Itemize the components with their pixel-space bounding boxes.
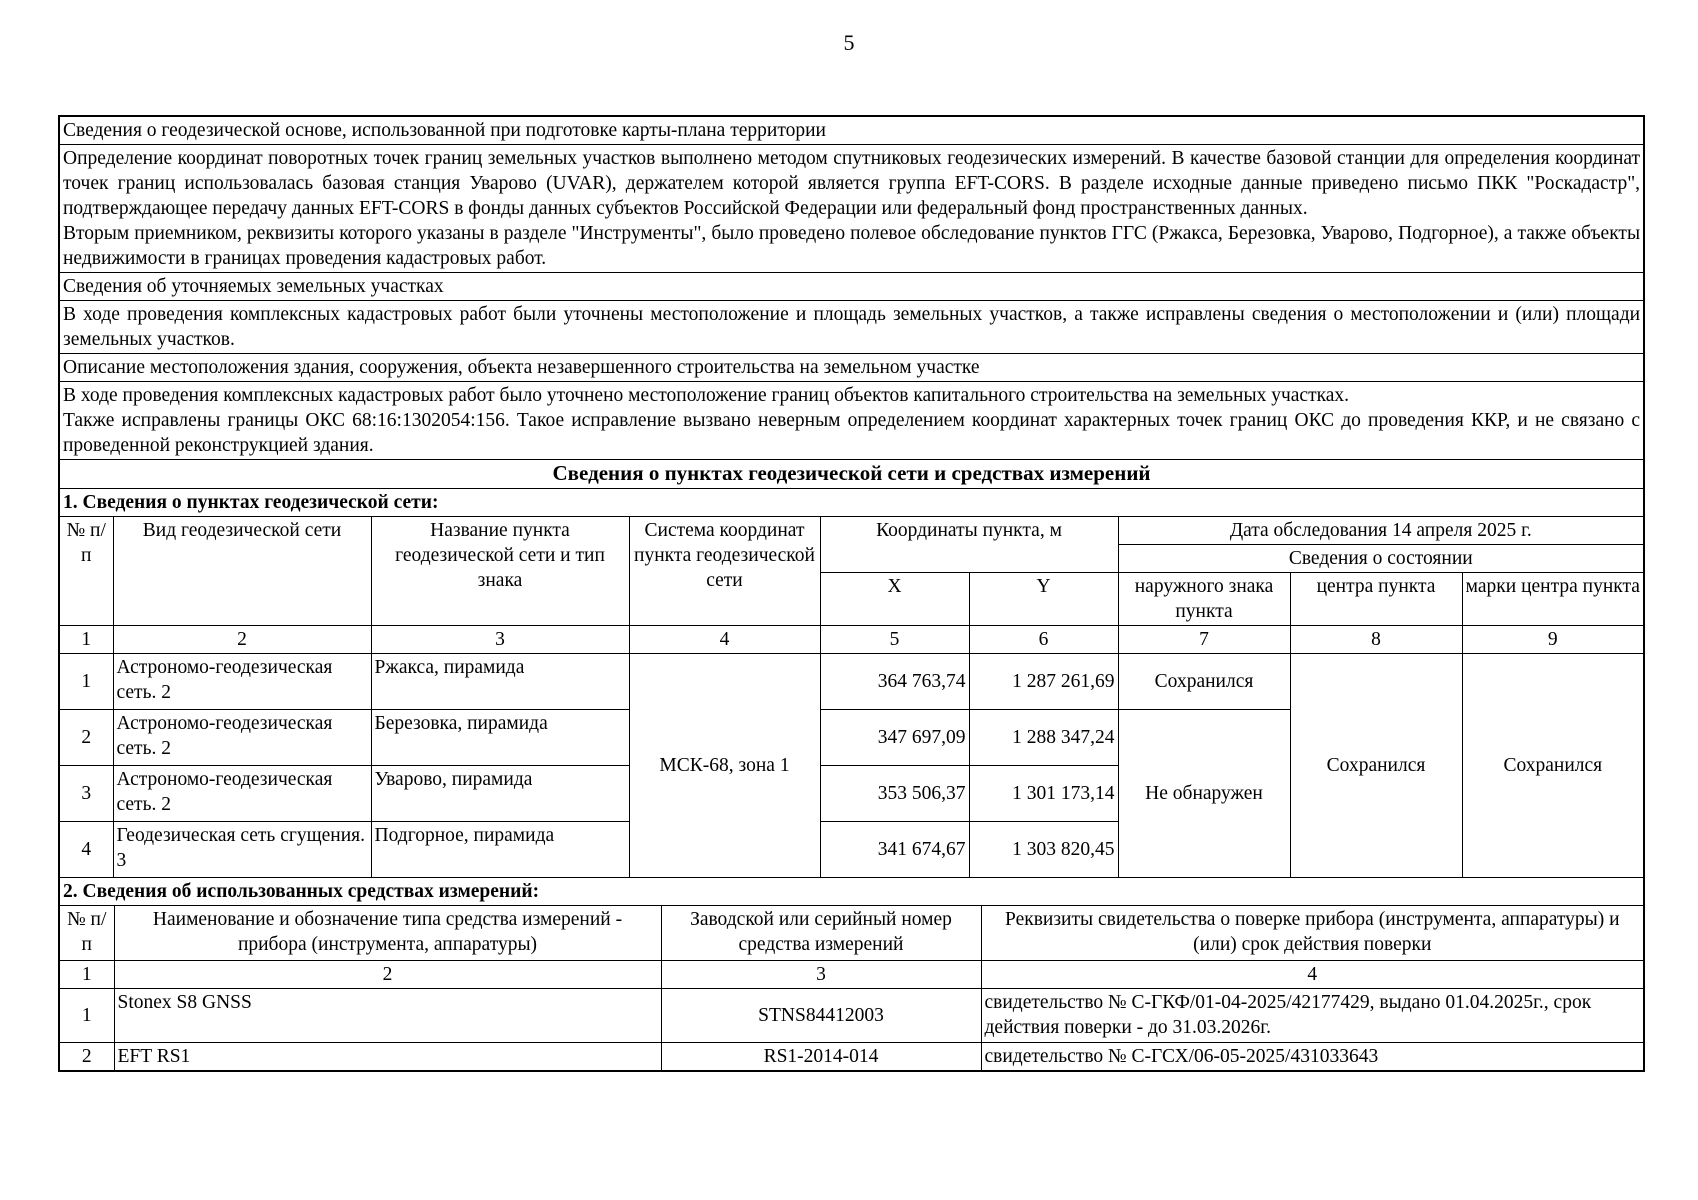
row-network-type: Геодезическая сеть сгущения. 3 <box>113 822 371 878</box>
row-point-name: Ржакса, пирамида <box>371 654 629 710</box>
instrument-num: 1 <box>60 988 114 1042</box>
column-number: 2 <box>114 960 661 988</box>
instruments-header-certificate: Реквизиты свидетельства о поверке прибора (инструмента, аппаратуры) и (или) срок действия поверки <box>981 906 1643 960</box>
geodetic-basis-heading: Сведения о геодезической основе, использованной при подготовке карты-плана территории <box>59 116 1644 145</box>
column-number: 2 <box>113 626 371 654</box>
table-row <box>59 654 1644 710</box>
header-center: центра пункта <box>1290 573 1462 626</box>
row-y: 1 301 173,14 <box>969 766 1118 822</box>
column-number: 3 <box>371 626 629 654</box>
row-network-type: Астрономо-геодезическая сеть. 2 <box>113 654 371 710</box>
column-number: 5 <box>820 626 969 654</box>
column-number: 1 <box>59 626 113 654</box>
header-num: № п/п <box>59 517 113 626</box>
header-survey-date: Дата обследования 14 апреля 2025 г. <box>1118 517 1644 545</box>
row-num: 2 <box>59 710 113 766</box>
column-number: 6 <box>969 626 1118 654</box>
building-location-text <box>59 382 1644 460</box>
row-coord-system: МСК-68, зона 1 <box>629 654 820 878</box>
row-num: 1 <box>59 654 113 710</box>
table-row <box>60 1042 1643 1070</box>
column-number: 3 <box>661 960 981 988</box>
instrument-certificate: свидетельство № С-ГКФ/01-04-2025/42177429, выдано 01.04.2025г., срок действия поверки - до 31.03.2026г. <box>981 988 1643 1042</box>
geodetic-basis-paragraph: Вторым приемником, реквизиты которого указаны в разделе "Инструменты", было проведено полевое обследование пунктов ГГС (Ржакса, Березовка, Уварово, Подгорное), а также объекты недвижимости в границах проведения кадастровых работ. <box>63 223 1641 269</box>
network-points-heading: 1. Сведения о пунктах геодезической сети: <box>59 489 1644 517</box>
row-outer-sign: Сохранился <box>1118 654 1290 710</box>
row-x: 353 506,37 <box>820 766 969 822</box>
row-network-type: Астрономо-геодезическая сеть. 2 <box>113 766 371 822</box>
row-center-state: Сохранился <box>1290 654 1462 878</box>
instruments-header-name: Наименование и обозначение типа средства измерений - прибора (инструмента, аппаратуры) <box>114 906 661 960</box>
column-number: 4 <box>981 960 1643 988</box>
column-number: 7 <box>1118 626 1290 654</box>
row-y: 1 303 820,45 <box>969 822 1118 878</box>
row-x: 364 763,74 <box>820 654 969 710</box>
instrument-certificate: свидетельство № С-ГСХ/06-05-2025/431033643 <box>981 1042 1643 1070</box>
refined-parcels-text: В ходе проведения комплексных кадастровых работ были уточнены местоположение и площадь земельных участков, а также исправлены сведения о местоположении и (или) площади земельных участков. <box>59 301 1644 354</box>
instrument-serial: RS1-2014-014 <box>661 1042 981 1070</box>
row-point-name: Уварово, пирамида <box>371 766 629 822</box>
table-row <box>60 988 1643 1042</box>
row-y: 1 288 347,24 <box>969 710 1118 766</box>
header-outer-sign: наружного знака пункта <box>1118 573 1290 626</box>
instruments-header-serial: Заводской или серийный номер средства измерений <box>661 906 981 960</box>
column-number: 9 <box>1462 626 1644 654</box>
column-number: 8 <box>1290 626 1462 654</box>
instruments-header-num: № п/п <box>60 906 114 960</box>
row-x: 347 697,09 <box>820 710 969 766</box>
row-x: 341 674,67 <box>820 822 969 878</box>
geodetic-basis-paragraph: Определение координат поворотных точек границ земельных участков выполнено методом спутниковых геодезических измерений. В качестве базовой станции для определения координат точек границ использовалась базовая станция Уварово (UVAR), держателем которой является группа EFT-CORS. В разделе исходные данные приведено письмо ПКК "Роскадастр", подтверждающее передачу данных EFT-CORS в фонды данных субъектов Российской Федерации или федеральный фонд пространственных данных. <box>63 148 1641 219</box>
header-coord-system: Система координат пункта геодезической сети <box>629 517 820 626</box>
page-number: 5 <box>843 30 855 55</box>
geodetic-basis-text <box>59 145 1644 273</box>
header-coords: Координаты пункта, м <box>820 517 1118 573</box>
row-num: 3 <box>59 766 113 822</box>
header-y: Y <box>969 573 1118 626</box>
row-num: 4 <box>59 822 113 878</box>
instrument-name: EFT RS1 <box>114 1042 661 1070</box>
header-network-type: Вид геодезической сети <box>113 517 371 626</box>
instrument-name: Stonex S8 GNSS <box>114 988 661 1042</box>
header-point-name: Название пункта геодезической сети и тип знака <box>371 517 629 626</box>
refined-parcels-heading: Сведения об уточняемых земельных участках <box>59 273 1644 301</box>
instrument-serial: STNS84412003 <box>661 988 981 1042</box>
row-network-type: Астрономо-геодезическая сеть. 2 <box>113 710 371 766</box>
row-center-mark-state: Сохранился <box>1462 654 1644 878</box>
row-point-name: Подгорное, пирамида <box>371 822 629 878</box>
row-y: 1 287 261,69 <box>969 654 1118 710</box>
instrument-num: 2 <box>60 1042 114 1070</box>
column-number: 1 <box>60 960 114 988</box>
header-center-mark: марки центра пункта <box>1462 573 1644 626</box>
instruments-table <box>60 906 1643 1070</box>
section-title: Сведения о пунктах геодезической сети и средствах измерений <box>59 460 1644 489</box>
building-location-paragraph: Также исправлены границы ОКС 68:16:1302054:156. Такое исправление вызвано неверным определением координат характерных точек границ ОКС до проведения ККР, и не связано с проведенной реконструкцией здания. <box>63 410 1641 456</box>
header-x: X <box>820 573 969 626</box>
building-location-heading: Описание местоположения здания, сооружения, объекта незавершенного строительства на земельном участке <box>59 354 1644 382</box>
instruments-heading: 2. Сведения об использованных средствах измерений: <box>59 878 1644 906</box>
column-number: 4 <box>629 626 820 654</box>
header-condition: Сведения о состоянии <box>1118 545 1644 573</box>
row-outer-sign: Не обнаружен <box>1118 710 1290 878</box>
cadastral-document-table <box>58 115 1645 1072</box>
building-location-paragraph: В ходе проведения комплексных кадастровых работ было уточнено местоположение границ объектов капитального строительства на земельных участках. <box>63 385 1350 406</box>
row-point-name: Березовка, пирамида <box>371 710 629 766</box>
